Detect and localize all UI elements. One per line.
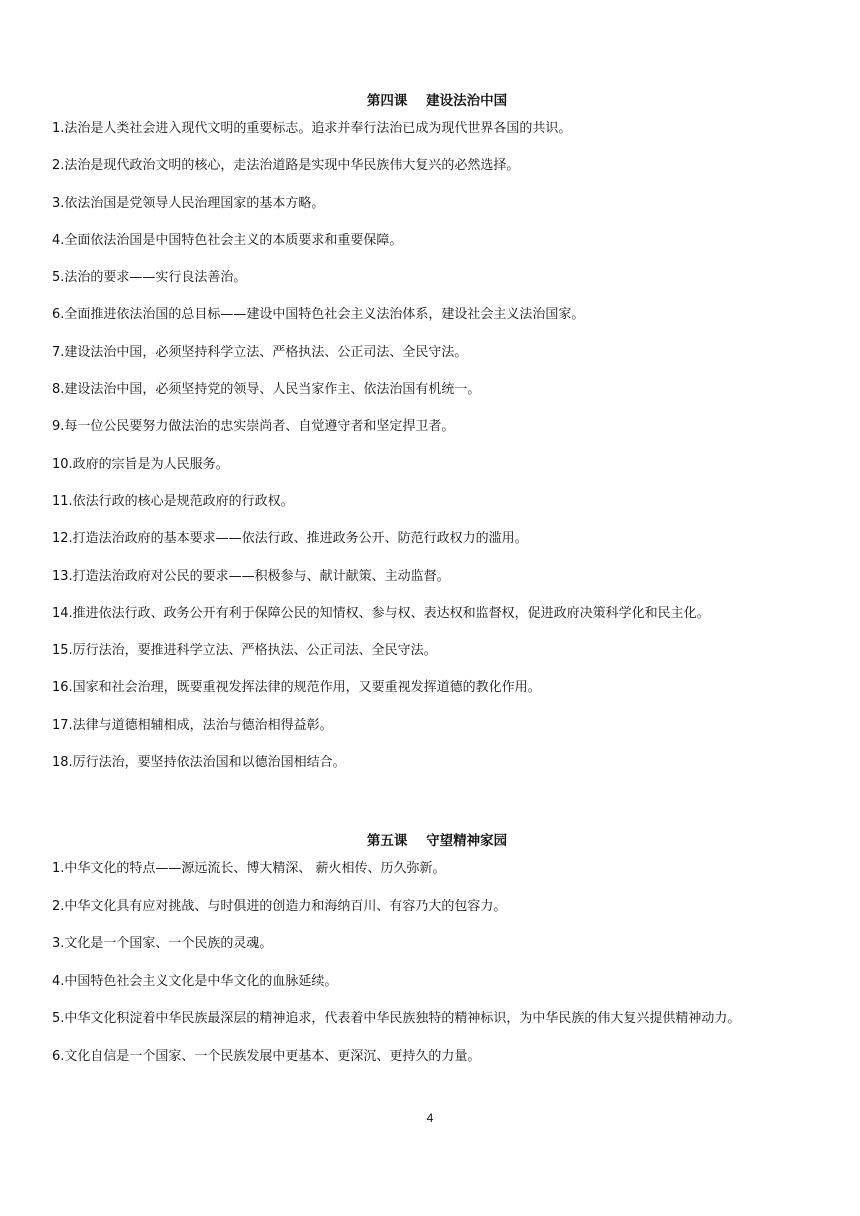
list-item: 6.全面推进依法治国的总目标——建设中国特色社会主义法治体系，建设社会主义法治国家。 (52, 307, 585, 323)
page-number: 4 (426, 1111, 434, 1125)
list-item: 3.文化是一个国家、一个民族的灵魂。 (52, 936, 273, 951)
list-item: 7.建设法治中国，必须坚持科学立法、严格执法、公正司法、全民守法。 (52, 344, 468, 360)
list-item: 3.依法治国是党领导人民治理国家的基本方略。 (52, 195, 325, 211)
list-item: 2.法治是现代政治文明的核心，走法治道路是实现中华民族伟大复兴的必然选择。 (52, 158, 520, 174)
list-item: 12.打造法治政府的基本要求——依法行政、推进政务公开、防范行政权力的滥用。 (52, 531, 528, 547)
list-item: 17.法律与道德相辅相成，法治与德治相得益彰。 (52, 717, 333, 733)
lesson-four-section (52, 90, 822, 789)
list-item: 11.依法行政的核心是规范政府的行政权。 (52, 493, 294, 509)
list-item: 16.国家和社会治理，既要重视发挥法律的规范作用，又要重视发挥道德的教化作用。 (52, 680, 541, 696)
list-item: 4.全面依法治国是中国特色社会主义的本质要求和重要保障。 (52, 232, 403, 248)
list-item: 8.建设法治中国，必须坚持党的领导、人民当家作主、依法治国有机统一。 (52, 382, 481, 398)
list-item: 2.中华文化具有应对挑战、与时俱进的创造力和海纳百川、有容乃大的包容力。 (52, 898, 507, 914)
lesson-four-title: 第四课 建设法治中国 (366, 93, 508, 109)
list-item: 5.法治的要求——实行良法善治。 (52, 270, 247, 286)
list-item: 9.每一位公民要努力做法治的忠实崇尚者、自觉遵守者和坚定捍卫者。 (52, 419, 455, 435)
list-item: 15.厉行法治，要推进科学立法、严格执法、公正司法、全民守法。 (52, 643, 437, 659)
lesson-five-list (52, 858, 822, 1067)
list-item: 13.打造法治政府对公民的要求——积极参与、献计献策、主动监督。 (52, 568, 450, 584)
lesson-four-list (52, 118, 822, 773)
list-item: 6.文化自信是一个国家、一个民族发展中更基本、更深沉、更持久的力量。 (52, 1048, 481, 1064)
lesson-five-title: 第五课 守望精神家园 (366, 833, 508, 849)
list-item: 14.推进依法行政、政务公开有利于保障公民的知情权、参与权、表达权和监督权，促进政府决策科学化和民主化。 (52, 605, 710, 621)
list-item: 10.政府的宗旨是为人民服务。 (52, 456, 229, 472)
list-item: 18.厉行法治，要坚持依法治国和以德治国相结合。 (52, 755, 346, 771)
list-item: 1.中华文化的特点——源远流长、博大精深、 薪火相传、历久弥新。 (52, 861, 446, 876)
list-item: 5.中华文化积淀着中华民族最深层的精神追求，代表着中华民族独特的精神标识，为中华民族的伟大复兴提供精神动力。 (52, 1011, 741, 1026)
list-item: 1.法治是人类社会进入现代文明的重要标志。追求并奉行法治已成为现代世界各国的共识。 (52, 121, 572, 136)
lesson-five-section (52, 830, 822, 1083)
list-item: 4.中国特色社会主义文化是中华文化的血脉延续。 (52, 973, 338, 989)
